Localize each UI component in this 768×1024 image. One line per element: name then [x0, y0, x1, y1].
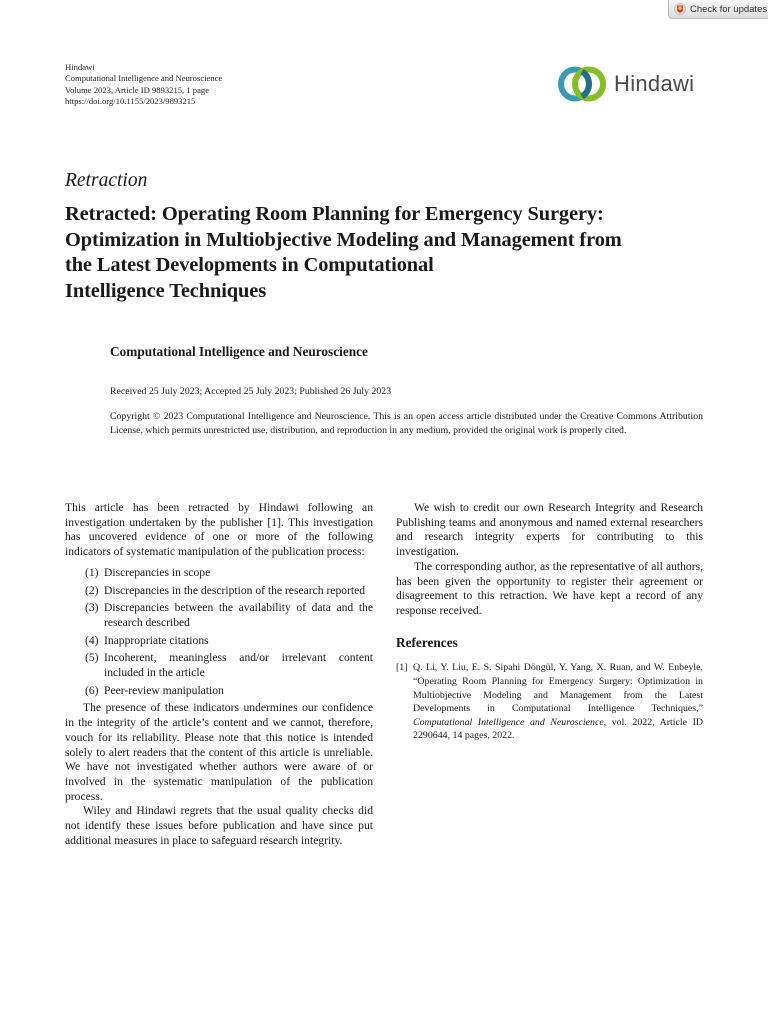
- reference-authors-title: Q. Li, Y. Liu, E. S. Sipahi Döngül, Y. Yang, X. Ruan, and W. Enbeyle, “Operating Room Planning for Emergency Surgery: Optimization in Multiobjective Modeling and Management from the Latest Developments in Computational Intelligence Techniques,”: [413, 662, 703, 715]
- list-item-text: Discrepancies in scope: [104, 565, 211, 579]
- list-item: [85, 566, 373, 581]
- list-item: [85, 634, 373, 649]
- article-type: Retraction: [65, 170, 148, 191]
- quality-checks-paragraph: Wiley and Hindawi regrets that the usual quality checks did not identify these issues before publication and have since put additional measures in place to safeguard research integrity.: [65, 804, 373, 847]
- copyright-notice: Copyright © 2023 Computational Intelligence and Neuroscience. This is an open access article distributed under the Creative Commons Attribution License, which permits unrestricted use, distribution, and reproduction in any medium, provided the original work is properly cited.: [110, 411, 703, 437]
- hindawi-logo: [556, 62, 716, 106]
- author-response-paragraph: The corresponding author, as the representative of all authors, has been given the opportunity to register their agreement or disagreement to this retraction. We have kept a record of any response received.: [396, 559, 703, 617]
- list-item: [85, 684, 373, 699]
- title-line: Optimization in Multiobjective Modeling and Management from: [65, 228, 622, 251]
- title-line: Intelligence Techniques: [65, 279, 267, 302]
- intro-paragraph: This article has been retracted by Hindawi following an investigation undertaken by the publisher [1]. This investigation has uncovered evidence of one or more of the following indicators of systematic manipulation of the publication process:: [65, 501, 373, 559]
- title-line: Retracted: Operating Room Planning for Emergency Surgery:: [65, 203, 604, 225]
- reference-journal: Computational Intelligence and Neuroscience: [413, 716, 604, 728]
- list-item: [85, 601, 373, 630]
- crossmark-icon: [674, 3, 686, 15]
- list-item: [85, 651, 373, 680]
- list-item-number: (1): [85, 565, 99, 579]
- list-item-text: Incoherent, meaningless and/or irrelevant content included in the article: [104, 651, 373, 680]
- list-item-number: (2): [85, 583, 99, 597]
- title-line: the Latest Developments in Computational: [65, 254, 434, 277]
- list-item-number: (6): [85, 683, 99, 697]
- list-item-number: (5): [85, 651, 99, 665]
- list-item-text: Discrepancies between the availability of data and the research described: [104, 601, 373, 629]
- list-item-text: Inappropriate citations: [104, 633, 209, 647]
- list-item-text: Peer-review manipulation: [104, 683, 224, 697]
- article-title: [65, 202, 745, 304]
- reference-details: , vol. 2022, Article ID 2290644, 14 pages, 2022.: [413, 716, 703, 742]
- journal-meta: [65, 62, 222, 107]
- references-heading: References: [396, 634, 458, 650]
- left-column: [65, 501, 373, 848]
- author-line: Computational Intelligence and Neuroscience: [110, 344, 368, 359]
- doi-link[interactable]: https://doi.org/10.1155/2023/9893215: [65, 95, 196, 106]
- indicator-list: [85, 566, 373, 699]
- reference-text: [413, 661, 703, 743]
- publisher-name: Hindawi: [65, 62, 95, 72]
- integrity-paragraph: The presence of these indicators undermines our confidence in the integrity of the article’s content and we cannot, therefore, vouch for its reliability. Please note that this notice is intended solely to alert readers that the content of this article is unreliable. We have not investigated whether authors were aware of or involved in the systematic manipulation of the publication process.: [65, 701, 373, 803]
- reference-number: [1]: [396, 662, 408, 674]
- hindawi-rings-icon: [556, 62, 608, 106]
- journal-name: Computational Intelligence and Neuroscience: [65, 73, 223, 84]
- list-item-number: (3): [85, 601, 99, 615]
- check-for-updates-label: Check for updates: [690, 3, 768, 15]
- credit-paragraph: We wish to credit our own Research Integrity and Research Publishing teams and anonymous and named external researchers and research integrity experts for contributing to this investigation.: [396, 501, 703, 559]
- list-item-number: (4): [85, 633, 99, 647]
- list-item: [85, 584, 373, 599]
- reference-item: [396, 661, 703, 743]
- hindawi-logo-text: Hindawi: [614, 71, 695, 96]
- publication-dates: Received 25 July 2023; Accepted 25 July 2023; Published 26 July 2023: [110, 386, 392, 397]
- right-column: [396, 501, 703, 743]
- list-item-text: Discrepancies in the description of the research reported: [104, 583, 366, 597]
- volume-info: Volume 2023, Article ID 9893215, 1 page: [65, 84, 210, 95]
- check-for-updates-button[interactable]: [668, 0, 768, 19]
